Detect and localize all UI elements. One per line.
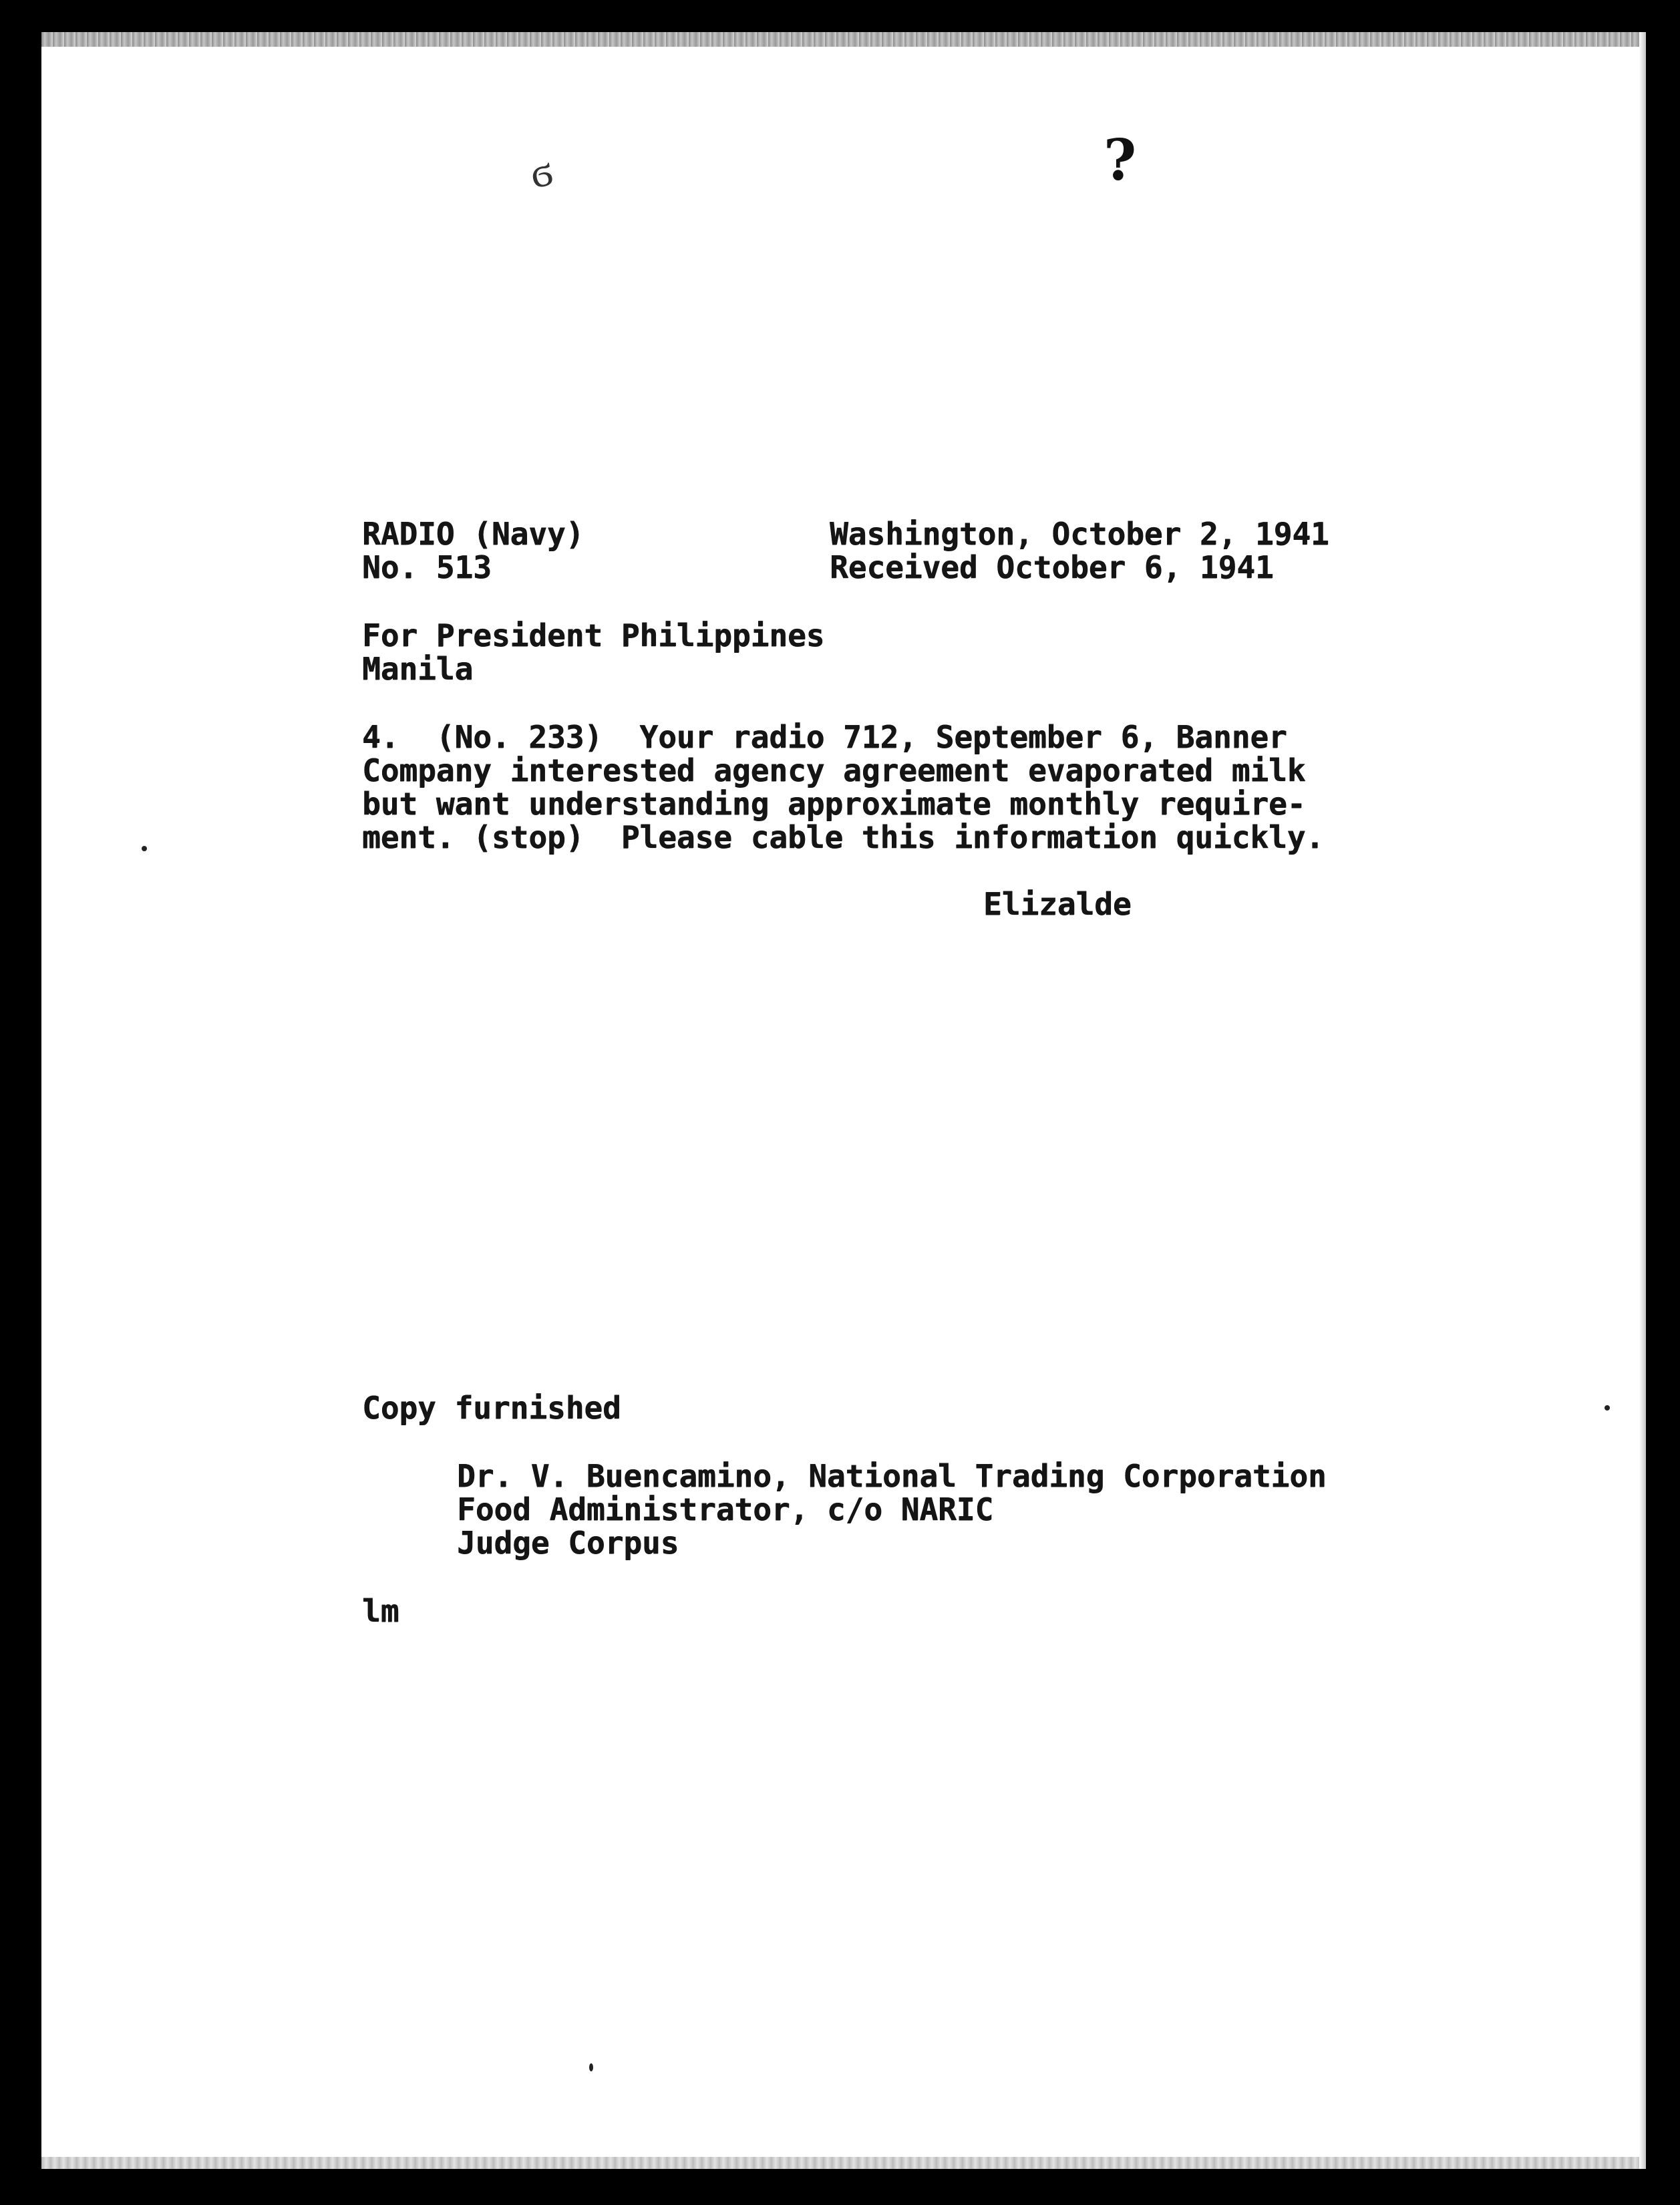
handwritten-mark-left: ϭ <box>525 146 557 199</box>
copy-recipient: Judge Corpus <box>457 1525 679 1561</box>
recipient-title: For President Philippines <box>362 617 825 653</box>
message-line: Company interested agency agreement evaporated milk <box>362 752 1306 788</box>
radio-type: RADIO (Navy) <box>362 516 584 552</box>
radio-number: No. 513 <box>362 549 492 585</box>
typist-initials: lm <box>362 1593 399 1629</box>
speck <box>589 2063 593 2071</box>
signature: Elizalde <box>983 886 1132 922</box>
page-top-edge <box>41 32 1646 47</box>
copy-furnished-heading: Copy furnished <box>362 1390 621 1426</box>
message-line: ment. (stop) Please cable this information quickly. <box>362 819 1325 855</box>
message-line: 4. (No. 233) Your radio 712, September 6, Banner <box>362 719 1287 755</box>
speck <box>142 846 147 851</box>
sent-date: Washington, October 2, 1941 <box>830 516 1329 552</box>
document-page <box>41 32 1646 2169</box>
copy-recipient: Dr. V. Buencamino, National Trading Corporation <box>457 1458 1327 1494</box>
speck <box>1605 1405 1610 1411</box>
handwritten-mark-right: ? <box>1104 127 1137 193</box>
page-right-edge <box>1639 32 1646 2169</box>
page-bottom-edge <box>41 2157 1646 2169</box>
copy-recipient: Food Administrator, c/o NARIC <box>457 1491 994 1527</box>
received-date: Received October 6, 1941 <box>830 549 1274 585</box>
recipient-city: Manila <box>362 651 474 687</box>
message-line: but want understanding approximate monthly require- <box>362 786 1306 822</box>
